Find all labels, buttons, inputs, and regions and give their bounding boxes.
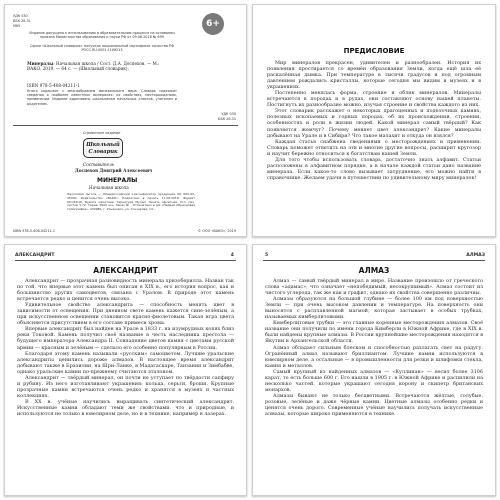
printing-imprint: Налоговая льгота — Общероссийский классификатор продукции ОК 005-93-95000. Издательство «ВАКО». Подписано в печать 17.08.2018. Формат 60×84/16. Бумага офсетная. Гарнитура Myriad. Печать офсетная. Усл. печ. листов 3,72. Тираж 5000 экз. Заказ № . Отпечатано в АО «Первая Образцовая типография». 432980, г. Ульяновск, ул. Гончарова, 14. — [67, 192, 195, 212]
logo-line-2: Словарик — [88, 149, 118, 155]
isbn-line: ISBN 978-5-408-04211-1 — [27, 83, 80, 88]
header-rule — [263, 260, 485, 261]
paragraph: Постепенно менялась форма, строение и облик минералов. Минералы встречаются в породах и в рудах, они составляют основу нашей планеты. Постигнуть их разнообразие можно, изучая строение и свойства каждого из них. — [267, 90, 481, 109]
alexandrite-page — [4, 244, 247, 496]
paragraph: Мир минералов прекрасен, удивителен и разнообразен. История их появления простирается со времён образования Земли, когда ещё шла её раскалённая дымка. При температуре в тысячи градусов и под огромным давлением рождались кристаллы, которые сегодня мы видим в музеях и в украшениях. — [267, 60, 481, 91]
article-text — [17, 278, 234, 417]
paragraph: Алмазы бывают не только бесцветными. Встречаются жёлтые, голубые, розовые, зелёные и даже чёрные камни. Цветные алмазы особенно редки и ценятся очень дорого. Современные учёные научились получать искусственные алмазы, которые широко применяются в технике. — [265, 392, 483, 418]
running-head: АЛМАЗ — [466, 253, 485, 258]
paragraph: Алмаз обладает сильным блеском и способностью разлагать свет на радугу. Огранённый алмаз называют бриллиантом. Лучшие камни используются в ювелирном деле, а остальные — в промышленности для резки и шлифовки стекла, камня и металлов. — [265, 344, 483, 369]
abstract: Книга содержит с многообразием минерального мира. Словарь содержит сведения о наиболее известных минералах: их свойствах, месторождениях, применении. Издание адресовано школьникам начальных классов, учителям и родителям. — [27, 89, 177, 106]
paragraph: В XX в. учёные научились выращивать синтетический александрит. Искусственные камни обладают теми же свойствами, что и природные, и используются не только в ювелирном деле, но и в технике, например в лазерах. — [17, 398, 234, 418]
approval-notice: Издание допущено к использованию в образовательном процессе на основании приказа Министерства образования и науки РФ от 09.06.2016 № 699 — [29, 31, 175, 40]
paragraph: Александрит — твёрдый минерал, он почти не уступает по твёрдости сапфиру и рубину. Из него изготавливают украшения: кольца, серьги, броши. Крупные прозрачные камни встречаются очень редко и хранятся в музеях и частных коллекциях. — [17, 374, 234, 399]
header-rule — [15, 260, 236, 261]
paragraph: Кимберлитовые трубки — это главные коренные месторождения алмазов. Своё название они получили по имени города Кимберли в Южной Африке, где в XIX в. были найдены крупные алмазы. В России крупнейшие месторождения находятся в Якутии и Архангельской области. — [265, 320, 483, 345]
divider — [13, 125, 238, 126]
age-rating-badge: 6+ — [202, 13, 224, 35]
paragraph: Самый крупный из найденных алмазов — «Куллинан» — весил более 3106 карат, то есть больше 600 г. Его нашли в 1905 г. в Южной Африке и распилили на несколько частей, которые украшают сегодня корону и скипетр британских монархов. — [265, 368, 483, 393]
paragraph: Этот словарик расскажет о некоторых драгоценных и поделочных камнях, полезных ископаемых и горных породах, об их происхождении, строении, особенностях и роли в жизни людей. Какой минерал самый твёрдый? Как появляется жемчуг? Почему меняет цвет александрит? Какие минералы добывают на Урале и в Сибири? Что такое малахит и откуда он взялся? — [267, 108, 481, 139]
citation-body: : Начальная школа / Сост. Д.А. Доспехов. — М.: ВАКО, 2019. — 64 с. — (Школьный словарик). — [27, 61, 160, 72]
isbn-bottom: ISBN 978-5-408-04211-1 — [13, 229, 56, 233]
article-heading: АЛМАЗ — [358, 266, 390, 275]
bibliographic-citation — [27, 61, 162, 72]
paragraph: Алмазы образуются на большой глубине — более 100 км под поверхностью Земли — при очень высоком давлении и температуре. На поверхность они выносятся с расплавленной магмой, которая застывает в особых трубках, называемых кимберлитовыми. — [265, 296, 483, 321]
series-logo — [83, 138, 123, 158]
page-number: 5 — [265, 253, 269, 258]
preface-heading: ПРЕДИСЛОВИЕ — [343, 47, 405, 55]
copyright: © ООО «ВАКО», 2019 — [197, 229, 236, 233]
logo-line-1: Школьный — [86, 142, 120, 148]
imprint-page — [4, 4, 247, 237]
paragraph: Каждая статья снабжена сведениями о месторождениях и применении. Словарь поможет ответить на эти и многие другие вопросы, расширит кругозор и научит бережно относиться к богатствам нашей Земли. — [267, 138, 481, 157]
compiler-label: Составитель — [83, 162, 115, 167]
series-label: Справочное издание — [83, 131, 121, 135]
paragraph: Удивительное свойство александрита — способность менять цвет в зависимости от освещения. При дневном свете камень кажется сине-зелёным, а при искусственном освещении становится красно-фиолетовым. Такая игра цвета объясняется присутствием в его составе примеси хрома. — [17, 302, 234, 327]
quality-certificate: Серия «Школьный словарик» получила национальный сертификат качества РФ РОСС RU.0001.11ИЮ13 — [29, 44, 175, 53]
page-number: 4 — [230, 253, 234, 258]
paragraph: Алмаз — самый твёрдый минерал в мире. Название произошло от греческого слова «адамас», что означает «непобедимый, несокрушимый». Алмаз состоит из чистого углерода, так же как и графит, однако их свойства совершенно различны. — [265, 278, 483, 297]
article-heading: АЛЕКСАНДРИТ — [93, 266, 158, 275]
diamond-page — [252, 244, 496, 496]
author-mark: М65 — [13, 24, 21, 28]
paragraph: Александрит — прозрачная разновидность минерала хризоберилла. Назван так по той, что впервые этот камень был описан в XIX в., его история вопрос, как и большинство других самоцветов, связана с Уралом. В природе этот камень встречается редко и ценится очень высоко. — [17, 278, 234, 303]
bbk-code-right: ББК 26.31 — [218, 117, 236, 121]
article-text — [265, 278, 483, 417]
preface-page — [252, 4, 496, 237]
book-title: МИНЕРАЛЫ — [97, 177, 138, 184]
paragraph: Впервые александрит был найден на Урале в 1833 г. на изумрудных копях близ реки Токовой. Камень получил своё название в честь наследника престола — будущего императора Александра II. Совпадение цветов камня с цветами русской армии — красным и зелёным — сделало его особенно популярным в России. — [17, 326, 234, 351]
paragraph: Благодаря этому камень называли «русским» самоцветом. Лучшие уральские александриты ценились дороже алмазов. В настоящее время александрит добывают также в Бразилии, на Шри-Ланке, в Мадагаскаре, Танзании и Зимбабве, однако уральские камни по-прежнему считаются эталоном. — [17, 350, 234, 375]
citation-title: Минералы — [27, 61, 54, 66]
udk-code-right: УДК 030 — [221, 112, 236, 116]
udk-code: УДК 030 — [13, 14, 28, 18]
paragraph: Для того чтобы использовать словарь, достаточно знать алфавит. Статьи расположены в алфавитном порядке, а в начале каждой статьи дано название минерала. Если какое-то слово вызывает затруднение, его можно найти в справочнике. Желаем удачи в путешествии по удивительному миру минералов! — [267, 156, 481, 181]
bbk-code: ББК 28.31 — [13, 19, 31, 23]
preface-text — [267, 60, 481, 181]
compiler-name: Доспехов Дмитрий Алексеевич — [75, 168, 153, 173]
book-subtitle: Начальная школа — [89, 185, 129, 190]
running-head: АЛЕКСАНДРИТ — [15, 253, 55, 258]
